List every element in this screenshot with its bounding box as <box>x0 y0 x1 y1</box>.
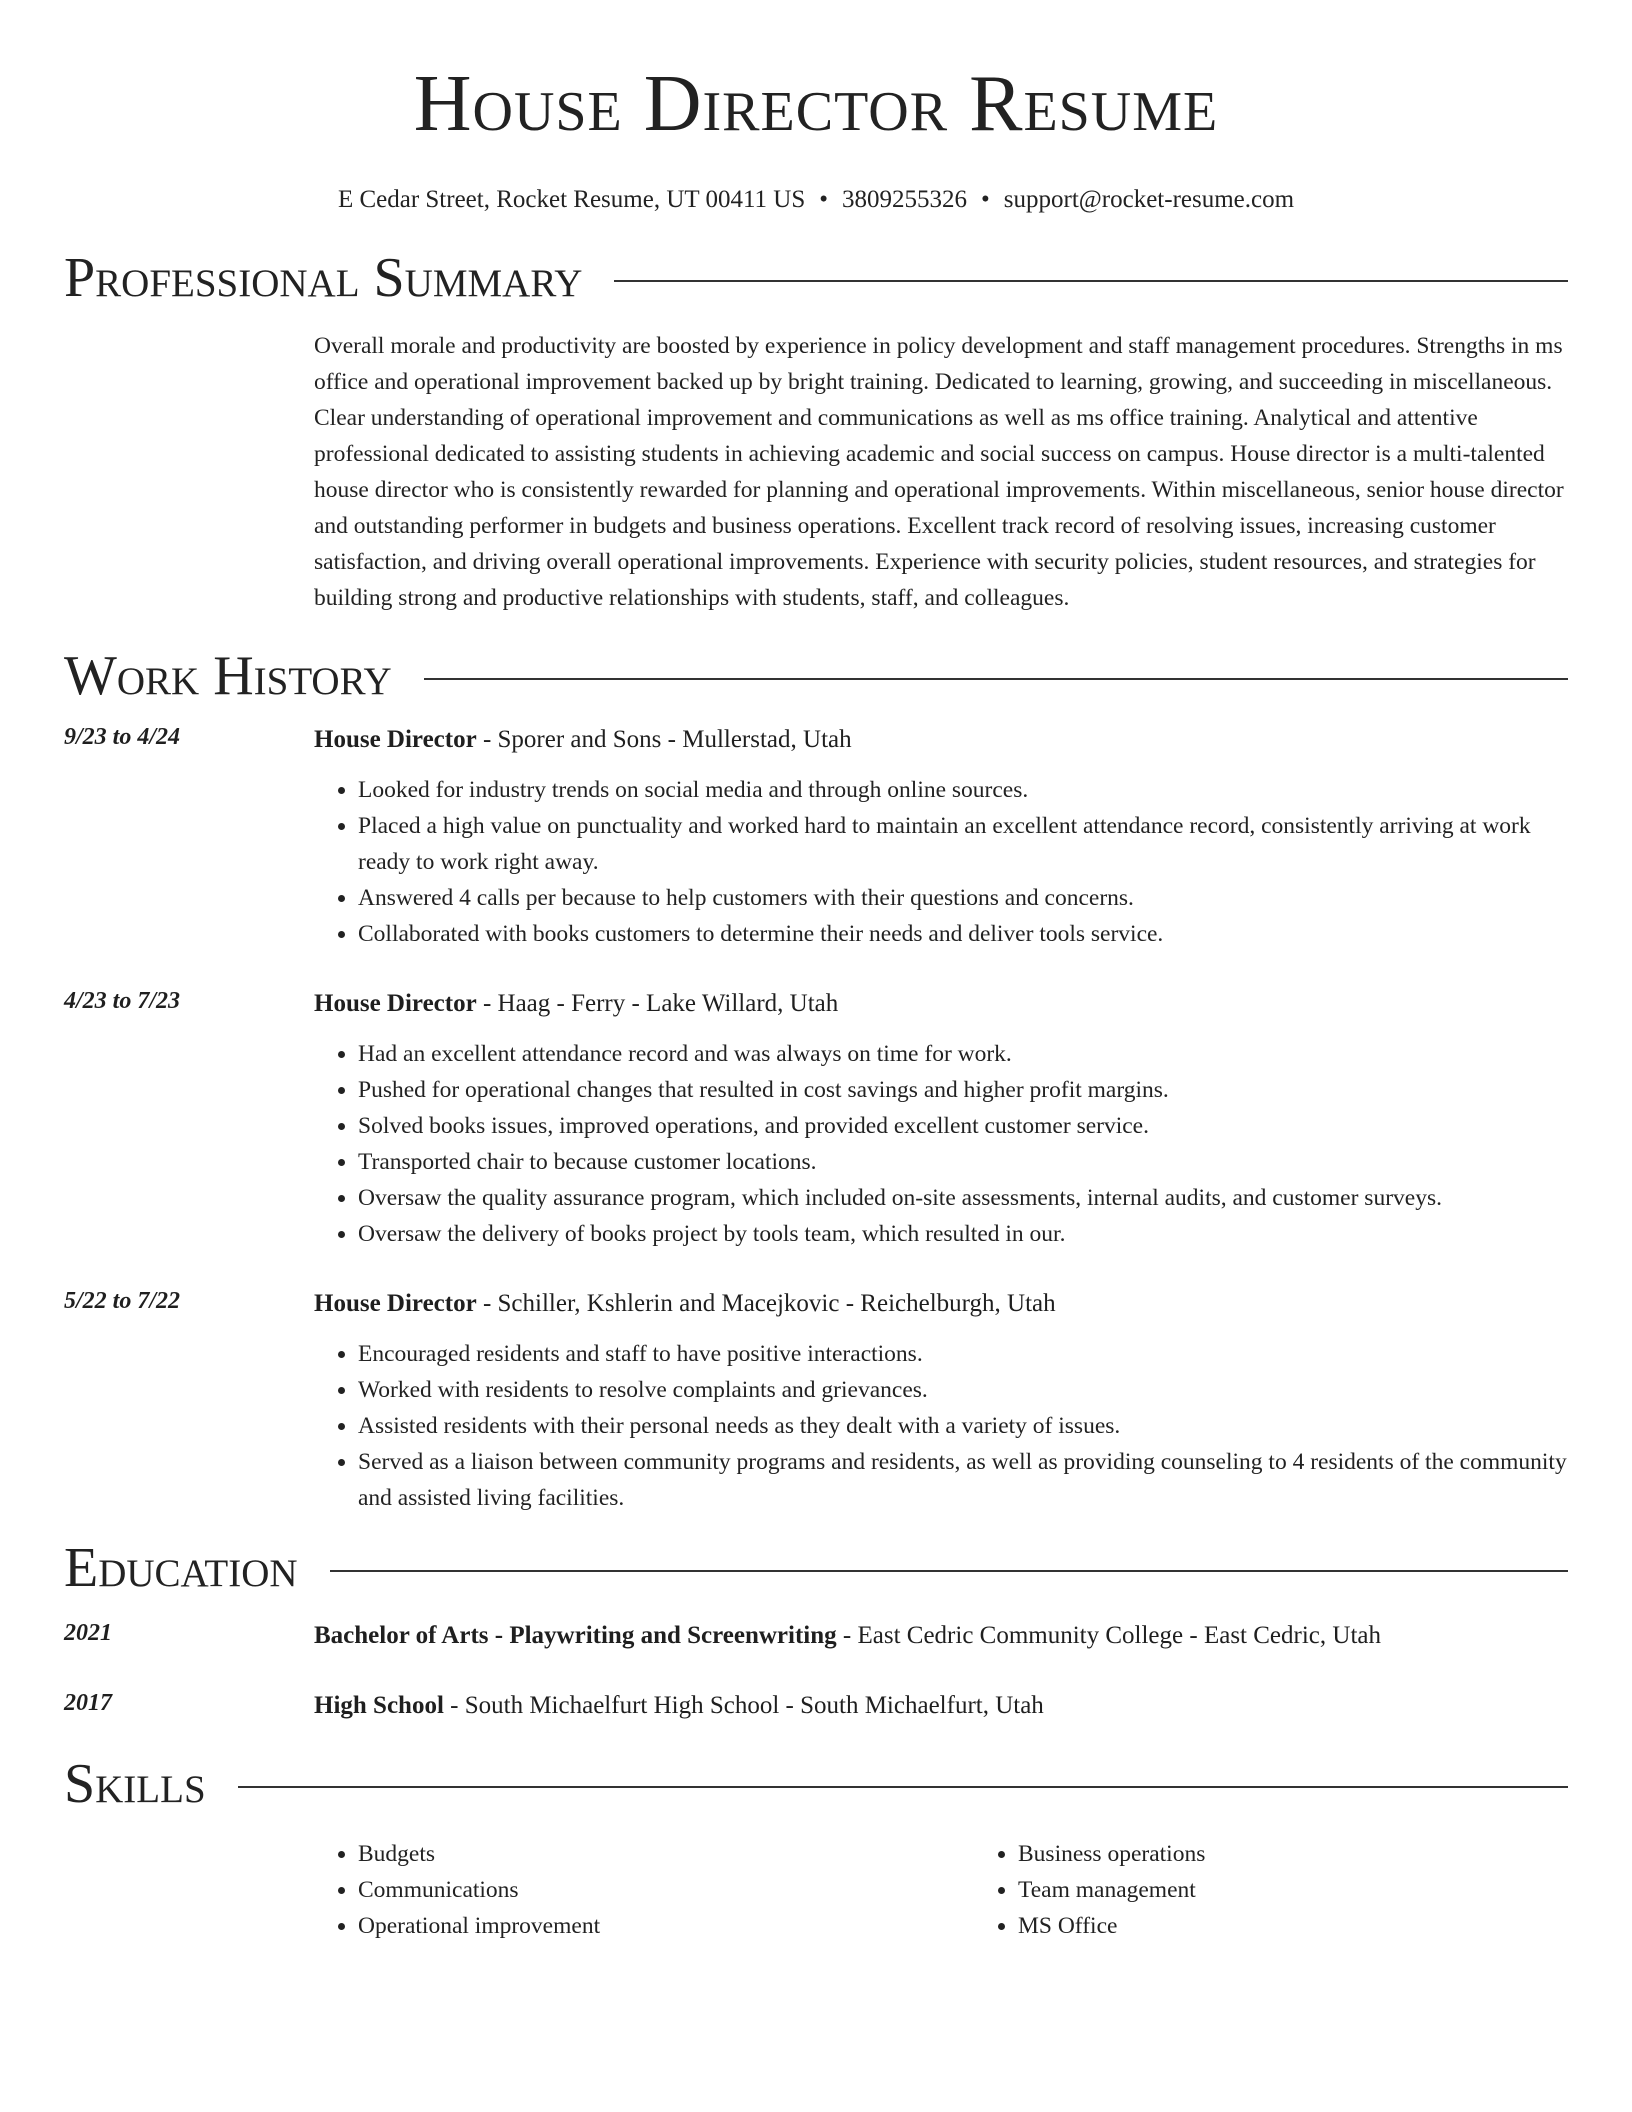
education-details: - South Michaelfurt High School - South Michaelfurt, Utah <box>443 1692 1044 1719</box>
education-year: 2017 <box>64 1690 112 1716</box>
job-header <box>314 1288 1568 1320</box>
job-bullet: • Transported chair to because customer locations. <box>358 1144 1568 1180</box>
job-left-spacer <box>64 772 314 952</box>
job-details: - Haag - Ferry - Lake Willard, Utah <box>476 990 839 1017</box>
work-section-header <box>64 645 1568 707</box>
skills-column-2 <box>974 1836 1632 1944</box>
skills-section-header <box>64 1753 1568 1815</box>
job-left-spacer <box>64 1036 314 1252</box>
contact-email[interactable]: support@rocket-resume.com <box>1003 186 1295 213</box>
education-year: 2021 <box>64 1620 112 1646</box>
education-degree: High School <box>314 1692 444 1719</box>
skill-item: • Business operations <box>1018 1836 1632 1872</box>
resume-title: House Director Resume <box>413 60 1219 148</box>
skills-row <box>64 1836 1568 1944</box>
job-bullet: • Assisted residents with their personal needs as they dealt with a variety of issues. <box>358 1408 1568 1444</box>
job-dates: 9/23 to 4/24 <box>64 724 181 750</box>
job-title: House Director <box>314 1290 477 1317</box>
job-bullets <box>314 1336 1568 1516</box>
job-entry <box>64 1288 1568 1516</box>
education-entry <box>64 1620 1568 1652</box>
education-section-header <box>64 1537 1568 1599</box>
job-bullet: • Collaborated with books customers to determine their needs and deliver tools service. <box>358 916 1568 952</box>
job-bullet: • Pushed for operational changes that resulted in cost savings and higher profit margins. <box>358 1072 1568 1108</box>
contact-separator: • <box>819 186 828 213</box>
job-bullets <box>314 1036 1568 1252</box>
education-details: - East Cedric Community College - East Cedric, Utah <box>836 1622 1381 1649</box>
skills-columns <box>314 1836 1632 1944</box>
job-header <box>314 724 1568 756</box>
summary-row <box>64 328 1568 616</box>
job-entry <box>64 724 1568 952</box>
job-bullet: • Solved books issues, improved operations, and provided excellent customer service. <box>358 1108 1568 1144</box>
skills-column-1 <box>314 1836 974 1944</box>
job-bullet: • Encouraged residents and staff to have positive interactions. <box>358 1336 1568 1372</box>
job-bullet: • Oversaw the delivery of books project by tools team, which resulted in our. <box>358 1216 1568 1252</box>
skills-heading: Skills <box>64 1753 206 1815</box>
job-bullet: • Served as a liaison between community programs and residents, as well as providing counseling to 4 residents of the community and assisted living facilities. <box>358 1444 1568 1516</box>
job-left-spacer <box>64 1336 314 1516</box>
education-header <box>314 1690 1568 1722</box>
contact-line <box>64 186 1568 214</box>
contact-separator: • <box>981 186 990 213</box>
skill-item: • MS Office <box>1018 1908 1632 1944</box>
job-list <box>64 724 1568 1516</box>
summary-heading: Professional Summary <box>64 247 583 309</box>
section-divider <box>424 678 1568 680</box>
section-divider <box>238 1786 1568 1788</box>
skill-item: • Team management <box>1018 1872 1632 1908</box>
job-bullets <box>314 772 1568 952</box>
skill-item: • Communications <box>358 1872 974 1908</box>
job-details: - Schiller, Kshlerin and Macejkovic - Reichelburgh, Utah <box>476 1290 1056 1317</box>
education-heading: Education <box>64 1537 298 1599</box>
job-header <box>314 988 1568 1020</box>
summary-text: Overall morale and productivity are boosted by experience in policy development and staff management procedures. Strengths in ms office and operational improvement backed up by bright training. Dedicated to learning, growing, and succeeding in miscellaneous. Clear understanding of operational improvement and communications as well as ms office training. Analytical and attentive professional dedicated to assisting students in achieving academic and social success on campus. House director is a multi-talented house director who is consistently rewarded for planning and operational improvements. Within miscellaneous, senior house director and outstanding performer in budgets and business operations. Excellent track record of resolving issues, increasing customer satisfaction, and driving overall operational improvements. Experience with security policies, student resources, and strategies for building strong and productive relationships with students, staff, and colleagues. <box>314 333 1564 611</box>
job-title: House Director <box>314 990 477 1017</box>
contact-address: E Cedar Street, Rocket Resume, UT 00411 US <box>337 186 806 213</box>
section-divider <box>614 280 1568 282</box>
skill-item: • Operational improvement <box>358 1908 974 1944</box>
job-entry <box>64 988 1568 1252</box>
job-dates: 5/22 to 7/22 <box>64 1288 181 1314</box>
education-header <box>314 1620 1568 1652</box>
skills-left-spacer <box>64 1836 314 1944</box>
job-bullet: • Worked with residents to resolve complaints and grievances. <box>358 1372 1568 1408</box>
skill-item: • Budgets <box>358 1836 974 1872</box>
job-bullet: • Oversaw the quality assurance program, which included on-site assessments, internal audits, and customer surveys. <box>358 1180 1568 1216</box>
summary-left-spacer <box>64 328 314 616</box>
job-dates: 4/23 to 7/23 <box>64 988 181 1014</box>
job-details: - Sporer and Sons - Mullerstad, Utah <box>476 726 852 753</box>
contact-phone: 3809255326 <box>842 186 967 213</box>
work-heading: Work History <box>64 645 392 707</box>
education-degree: Bachelor of Arts - Playwriting and Screenwriting <box>314 1622 837 1649</box>
job-title: House Director <box>314 726 477 753</box>
job-bullet: • Placed a high value on punctuality and worked hard to maintain an excellent attendance record, consistently arriving at work ready to work right away. <box>358 808 1568 880</box>
job-bullet: • Answered 4 calls per because to help customers with their questions and concerns. <box>358 880 1568 916</box>
job-bullet: • Looked for industry trends on social media and through online sources. <box>358 772 1568 808</box>
education-entry <box>64 1690 1568 1722</box>
job-bullet: • Had an excellent attendance record and was always on time for work. <box>358 1036 1568 1072</box>
section-divider <box>330 1570 1568 1572</box>
summary-section-header <box>64 247 1568 309</box>
